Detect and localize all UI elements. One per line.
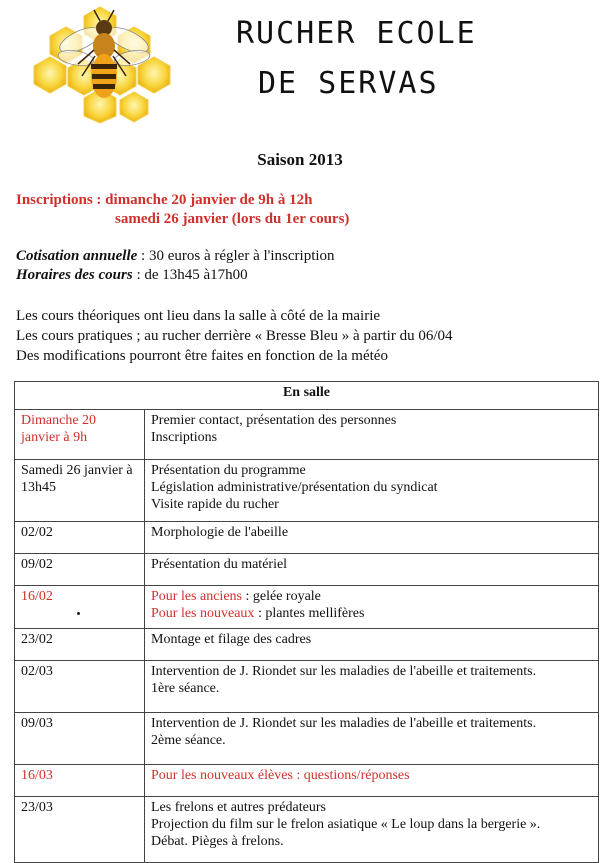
table-row xyxy=(15,713,599,765)
session-content xyxy=(145,522,599,554)
line-text: Législation administrative/présentation du syndicat xyxy=(151,480,438,495)
line-text: Les frelons et autres prédateurs xyxy=(151,800,326,815)
line-text: Intervention de J. Riondet sur les maladies de l'abeille et traitements. xyxy=(151,664,537,679)
highlight-text: Pour les nouveaux élèves : questions/réponses xyxy=(151,768,410,783)
line-text: : gelée royale xyxy=(241,589,321,604)
season-heading: Saison 2013 xyxy=(257,150,343,169)
table-row xyxy=(15,797,599,863)
line-text: 1ère séance. xyxy=(151,681,220,696)
session-line xyxy=(151,816,592,833)
table-row xyxy=(15,629,599,661)
session-line xyxy=(151,429,592,446)
session-line xyxy=(151,588,592,605)
session-line xyxy=(151,799,592,816)
session-line xyxy=(151,462,592,479)
table-row xyxy=(15,586,599,629)
line-text: Débat. Pièges à frelons. xyxy=(151,834,284,849)
line-text: Projection du film sur le frelon asiatique « Le loup dans la bergerie ». xyxy=(151,817,541,832)
session-date: 02/02 xyxy=(15,522,145,554)
session-date: 16/02 xyxy=(15,586,145,629)
session-line xyxy=(151,732,592,749)
inscriptions-line1: Inscriptions : dimanche 20 janvier de 9h à 12h xyxy=(16,192,313,208)
note-meteo: Des modifications pourront être faites en fonction de la météo xyxy=(16,348,388,364)
cotisation-value: : 30 euros à régler à l'inscription xyxy=(137,248,335,264)
highlight-text: Pour les nouveaux xyxy=(151,606,255,621)
session-line xyxy=(151,496,592,513)
line-text: : plantes mellifères xyxy=(254,606,365,621)
session-content xyxy=(145,410,599,460)
session-date: Samedi 26 janvier à 13h45 xyxy=(15,460,145,522)
session-line xyxy=(151,833,592,850)
session-date: 09/02 xyxy=(15,554,145,586)
table-row xyxy=(15,522,599,554)
cotisation-info xyxy=(16,248,335,265)
session-line xyxy=(151,524,592,541)
line-text: Premier contact, présentation des personnes xyxy=(151,413,397,428)
bee-on-honeycomb-icon xyxy=(28,6,176,124)
horaires-info xyxy=(16,267,248,284)
session-line xyxy=(151,715,592,732)
inscriptions-line2: samedi 26 janvier (lors du 1er cours) xyxy=(115,211,350,227)
line-text: Présentation du programme xyxy=(151,463,306,478)
session-line xyxy=(151,767,592,784)
table-row xyxy=(15,410,599,460)
table-header: En salle xyxy=(15,382,599,410)
session-content xyxy=(145,460,599,522)
note-pratique: Les cours pratiques ; au rucher derrière « Bresse Bleu » à partir du 06/04 xyxy=(16,328,453,344)
table-row xyxy=(15,661,599,713)
session-content xyxy=(145,797,599,863)
table-row xyxy=(15,554,599,586)
session-date: 23/02 xyxy=(15,629,145,661)
line-text: Visite rapide du rucher xyxy=(151,497,279,512)
session-line xyxy=(151,556,592,573)
speck xyxy=(77,612,80,615)
session-date: Dimanche 20 janvier à 9h xyxy=(15,410,145,460)
line-text: Montage et filage des cadres xyxy=(151,632,312,647)
session-date: 16/03 xyxy=(15,765,145,797)
session-content xyxy=(145,554,599,586)
session-content xyxy=(145,713,599,765)
horaires-value: : de 13h45 à17h00 xyxy=(132,267,248,283)
session-content xyxy=(145,661,599,713)
session-line xyxy=(151,680,592,697)
highlight-text: Pour les anciens xyxy=(151,589,242,604)
session-line xyxy=(151,412,592,429)
table-row xyxy=(15,460,599,522)
session-line xyxy=(151,663,592,680)
horaires-label: Horaires des cours xyxy=(16,267,133,283)
schedule-table xyxy=(14,381,599,863)
session-date: 23/03 xyxy=(15,797,145,863)
cotisation-label: Cotisation annuelle xyxy=(16,248,138,264)
table-row xyxy=(15,765,599,797)
page-title-line1: RUCHER ECOLE xyxy=(236,16,477,51)
session-line xyxy=(151,605,592,622)
session-date: 02/03 xyxy=(15,661,145,713)
page-title-line2: DE SERVAS xyxy=(258,66,439,101)
line-text: Intervention de J. Riondet sur les maladies de l'abeille et traitements. xyxy=(151,716,537,731)
session-line xyxy=(151,479,592,496)
session-content xyxy=(145,586,599,629)
line-text: Présentation du matériel xyxy=(151,557,288,572)
session-content xyxy=(145,765,599,797)
session-line xyxy=(151,631,592,648)
line-text: Inscriptions xyxy=(151,430,218,445)
note-theorie: Les cours théoriques ont lieu dans la salle à côté de la mairie xyxy=(16,308,381,324)
session-date: 09/03 xyxy=(15,713,145,765)
line-text: Morphologie de l'abeille xyxy=(151,525,289,540)
session-content xyxy=(145,629,599,661)
line-text: 2ème séance. xyxy=(151,733,226,748)
